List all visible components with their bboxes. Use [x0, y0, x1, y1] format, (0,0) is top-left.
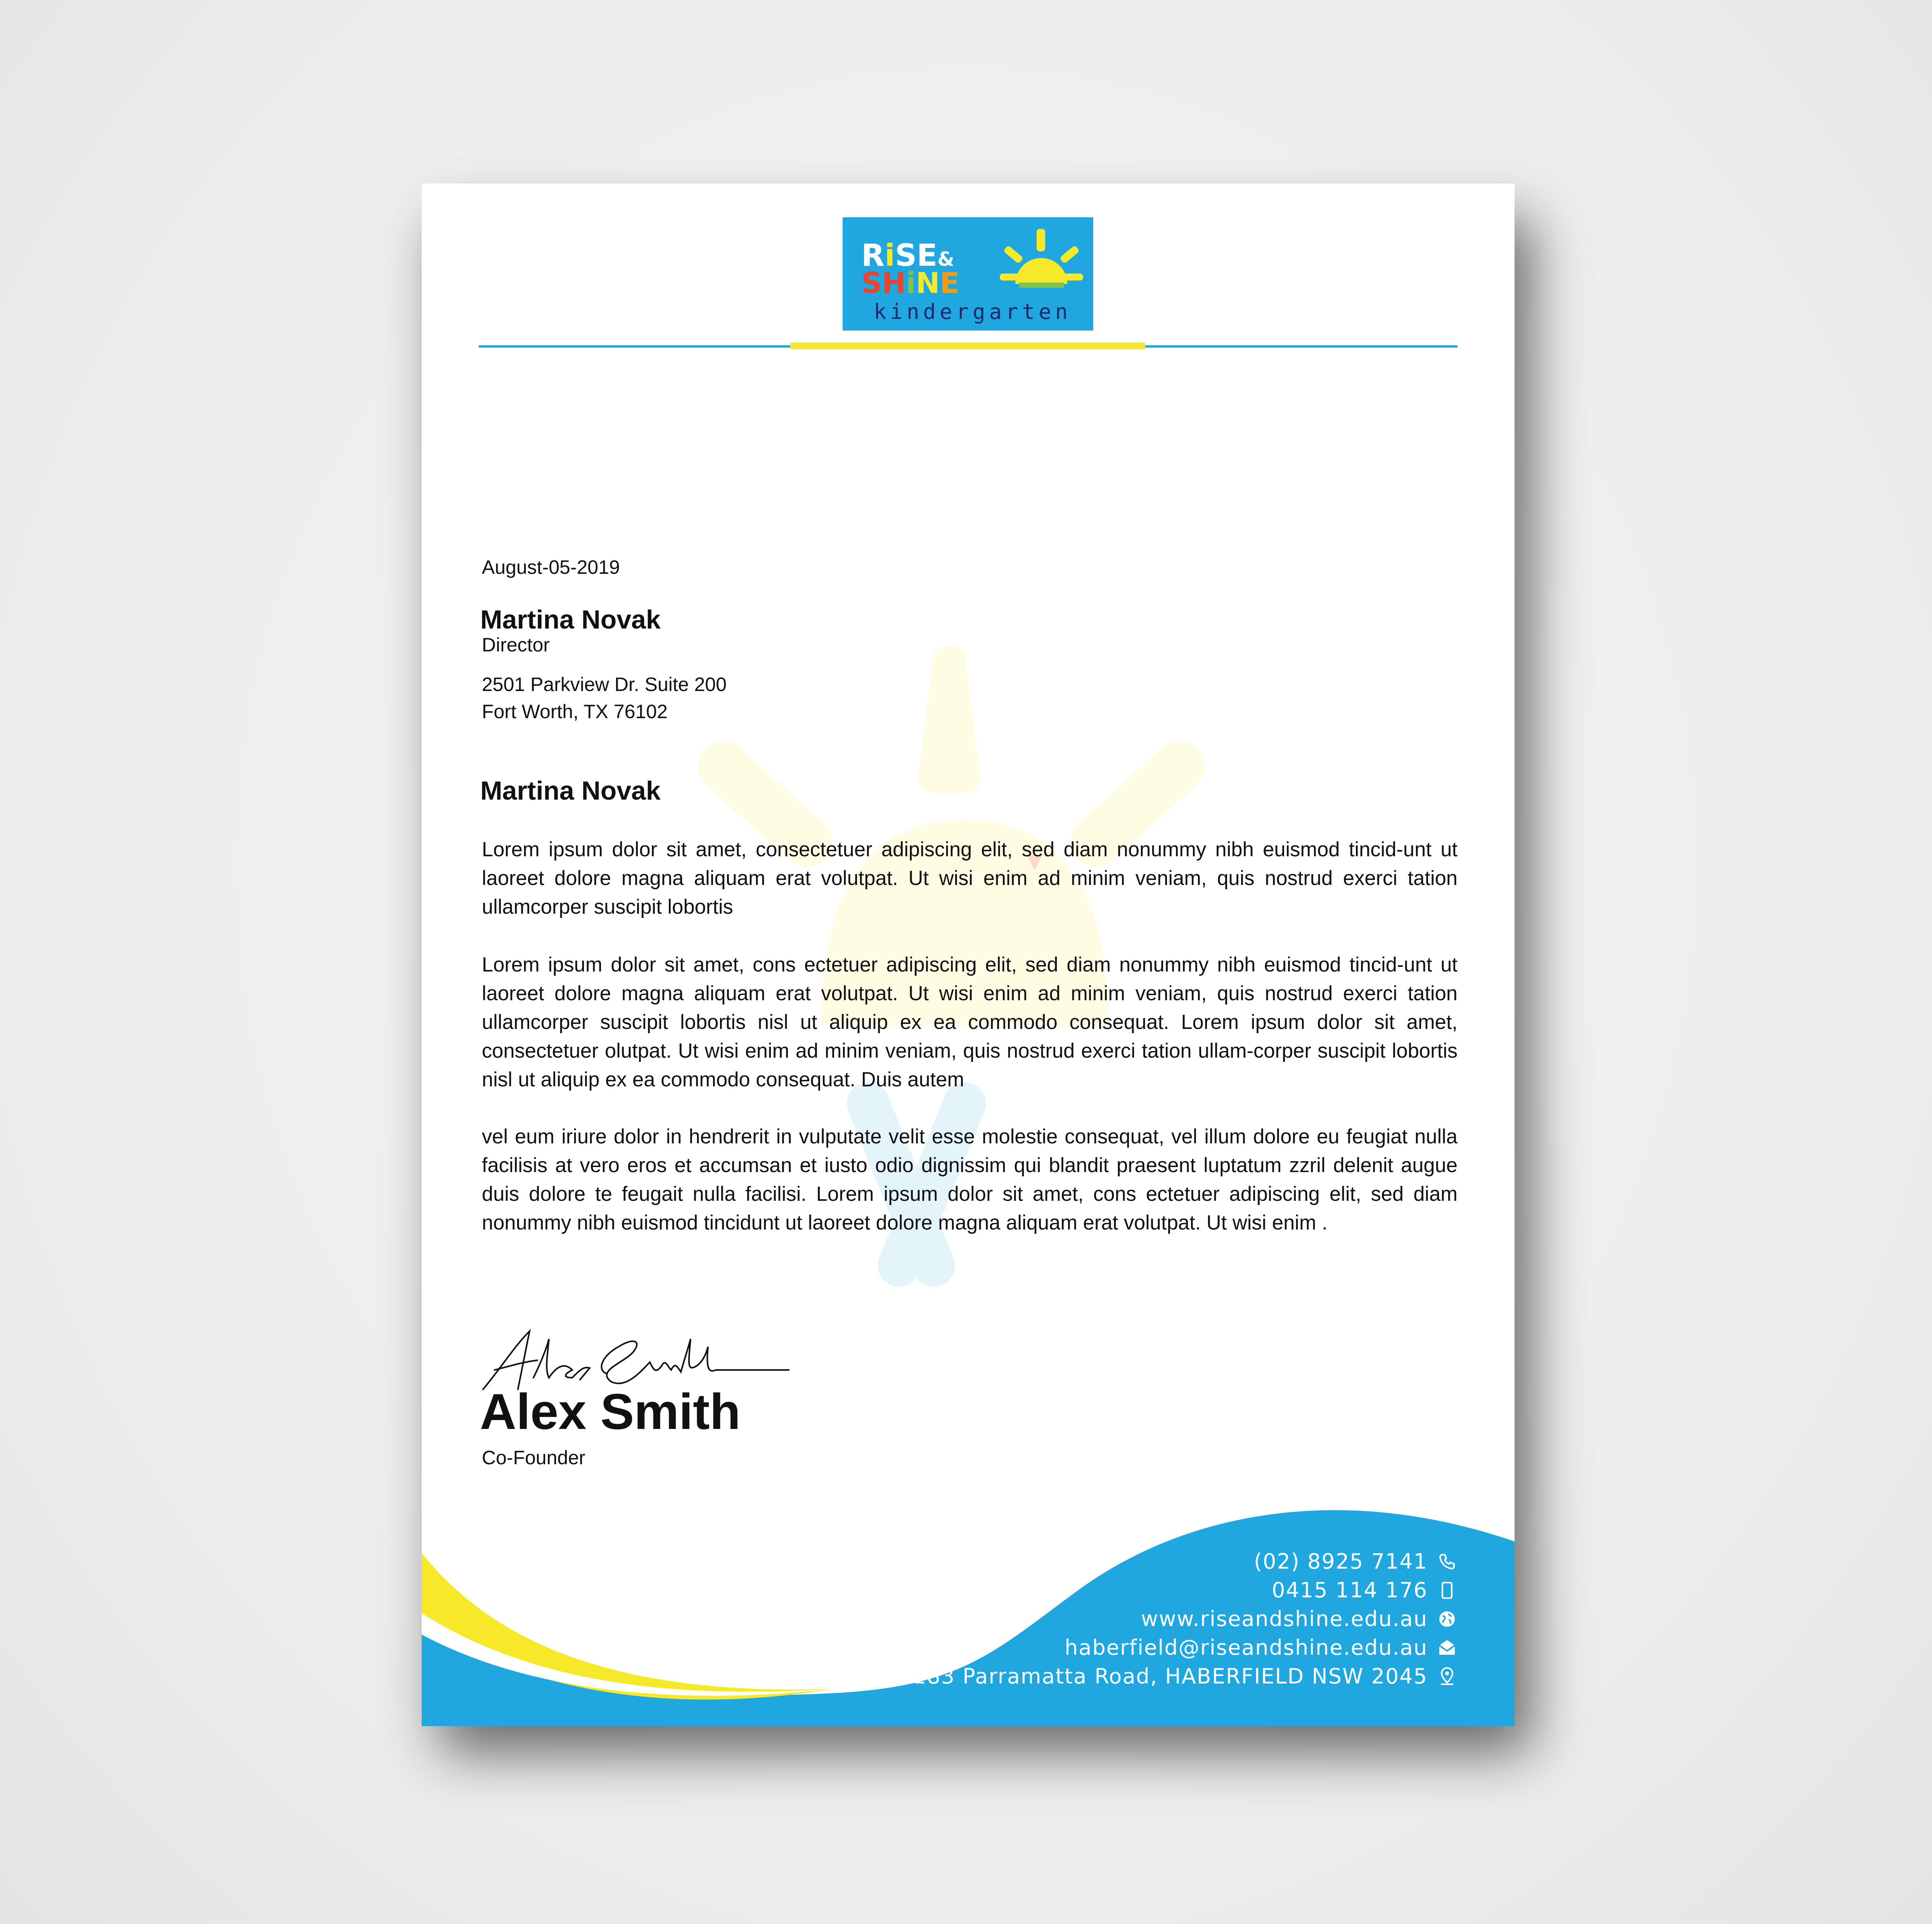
recipient-title: Director — [482, 634, 550, 656]
signer-name: Alex Smith — [480, 1383, 741, 1440]
footer-website[interactable] — [1141, 1607, 1456, 1631]
location-icon — [1438, 1667, 1456, 1686]
signer-role: Co-Founder — [482, 1447, 585, 1469]
globe-icon — [1438, 1610, 1456, 1628]
body-paragraph: vel eum iriure dolor in hendrerit in vulputate velit esse molestie consequat, vel illum dolore eu feugiat nulla facilisis at vero eros et accumsan et iusto odio dignissim qui blandit praesent luptatum zzril delenit augue duis dolore te feugait nulla facilisi. Lorem ipsum dolor sit amet, cons ectetuer adipiscing elit, sed diam nonummy nibh euismod tincidunt ut laoreet dolore magna aliquam erat volutpat. Ut wisi enim . — [482, 1125, 1458, 1234]
logo-kindergarten-text: kindergarten — [874, 300, 1072, 324]
header-accent-rule — [790, 343, 1145, 349]
logo-graphic — [843, 217, 1093, 331]
recipient-address-line1: 2501 Parkview Dr. Suite 200 — [482, 674, 727, 695]
recipient-name: Martina Novak — [480, 605, 661, 634]
website-link[interactable]: www.riseandshine.edu.au — [1141, 1607, 1428, 1631]
mobile-number: 0415 114 176 — [1272, 1578, 1428, 1602]
footer-email[interactable] — [1065, 1635, 1456, 1660]
brand-logo — [843, 217, 1093, 331]
footer-mobile — [1272, 1578, 1456, 1602]
logo-rise-text: RiSE& — [861, 238, 954, 273]
mobile-icon — [1438, 1581, 1456, 1600]
letterhead-page — [422, 184, 1515, 1726]
letter-date: August-05-2019 — [482, 556, 620, 578]
phone-number: (02) 8925 7141 — [1253, 1549, 1428, 1574]
body-paragraph: Lorem ipsum dolor sit amet, consectetuer adipiscing elit, sed diam nonummy nibh euismod tincid-unt ut laoreet dolore magna aliquam erat volutpat. Ut wisi enim ad minim veniam, quis nostrud exerci tation ullamcorper suscipit lobortis — [482, 838, 1458, 918]
phone-icon — [1438, 1552, 1456, 1571]
recipient-address-line2: Fort Worth, TX 76102 — [482, 701, 668, 722]
salutation: Martina Novak — [480, 776, 661, 805]
street-address: 183 Parramatta Road, HABERFIELD NSW 2045 — [913, 1664, 1428, 1688]
email-link[interactable]: haberfield@riseandshine.edu.au — [1065, 1635, 1428, 1660]
email-icon — [1438, 1638, 1456, 1657]
footer-address — [913, 1664, 1456, 1688]
footer-phone — [1254, 1549, 1456, 1574]
logo-shine-text: SHiNE — [861, 267, 960, 300]
body-paragraph: Lorem ipsum dolor sit amet, cons ectetuer adipiscing elit, sed diam nonummy nibh euismod tincid-unt ut laoreet dolore magna aliquam erat volutpat. Ut wisi enim ad minim veniam, quis nostrud exerci tation ullamcorper suscipit lobortis nisl ut aliquip ex ea commodo consequat. Lorem ipsum dolor sit amet, consectetuer olutpat. Ut wisi enim ad minim veniam, quis nostrud exerci tation ullam-corper suscipit lobortis nisl ut aliquip ex ea commodo consequat. Duis autem — [482, 953, 1458, 1091]
